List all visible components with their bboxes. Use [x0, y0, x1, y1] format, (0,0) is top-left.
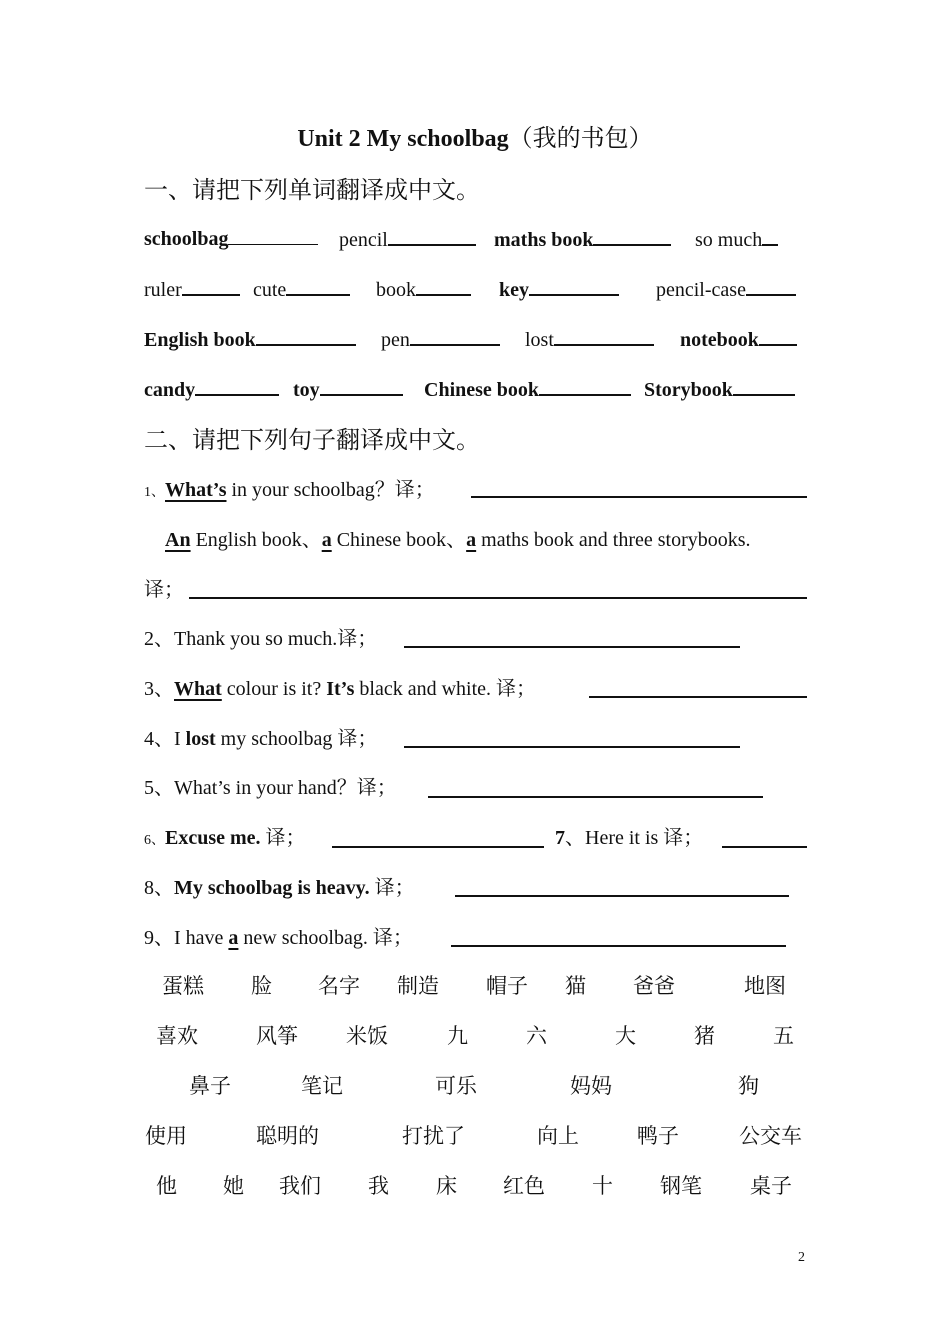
key-word: It’s [326, 678, 355, 700]
sentence-8 [144, 871, 415, 900]
key-word: a [228, 927, 239, 949]
word-item: toy [293, 379, 320, 401]
sentence-1 [144, 473, 435, 502]
sentence-text: 译； [369, 877, 415, 899]
word-item: ruler [144, 279, 182, 301]
answer-blank[interactable] [746, 274, 796, 296]
word-item: pen [381, 329, 410, 351]
key-word: a [321, 529, 332, 551]
answer-line[interactable] [404, 746, 740, 748]
sentence-text: new schoolbag. 译； [238, 927, 413, 949]
chinese-word: 床 [436, 1174, 457, 1198]
word-item: book [376, 279, 416, 301]
key-word: What [174, 678, 222, 700]
section-1-heading: 一、请把下列单词翻译成中文。 [144, 178, 480, 204]
chinese-word: 爸爸 [633, 974, 675, 998]
sentence-text: black and white. 译； [354, 678, 537, 700]
answer-blank[interactable] [554, 324, 654, 346]
answer-blank[interactable] [416, 274, 471, 296]
word-row-3 [144, 324, 807, 354]
title-chinese: （我的书包） [508, 126, 653, 152]
key-word: a [466, 529, 477, 551]
page-number: 2 [798, 1250, 805, 1265]
chinese-word: 向上 [537, 1124, 579, 1148]
sentence-number: 3、 [144, 678, 174, 700]
answer-line[interactable] [189, 597, 807, 599]
chinese-word: 他 [156, 1174, 177, 1198]
word-item: schoolbag [144, 228, 229, 250]
chinese-word: 笔记 [301, 1074, 343, 1098]
word-item: pencil-case [656, 279, 746, 301]
chinese-word: 猪 [694, 1024, 715, 1048]
answer-line[interactable] [589, 696, 807, 698]
sentence-text: colour is it? [221, 678, 327, 700]
chinese-word: 脸 [251, 974, 272, 998]
chinese-word: 制造 [397, 974, 439, 998]
sentence-number: 7 [555, 827, 565, 849]
chinese-word: 她 [223, 1174, 244, 1198]
sentence-3 [144, 672, 536, 701]
chinese-word: 聪明的 [256, 1124, 319, 1148]
sentence-text: 9、I have [144, 927, 229, 949]
chinese-word: 鼻子 [189, 1074, 231, 1098]
sentence-text: Chinese book、 [331, 529, 467, 551]
key-word: lost [185, 728, 216, 750]
word-item: key [499, 279, 529, 301]
word-item: notebook [680, 329, 759, 351]
word-row-4 [144, 374, 807, 404]
chinese-word: 蛋糕 [162, 974, 204, 998]
sentence-text: 、Here it is 译； [565, 827, 704, 849]
chinese-word: 六 [526, 1024, 547, 1048]
sentence-number: 1、 [144, 485, 165, 500]
page-title [0, 118, 950, 153]
chinese-word: 狗 [738, 1074, 759, 1098]
sentence-2: 2、Thank you so much.译； [144, 628, 378, 650]
sentence-1-answer-text [165, 523, 751, 552]
answer-blank[interactable] [593, 224, 671, 246]
chinese-word: 五 [773, 1024, 794, 1048]
word-item: English book [144, 329, 256, 351]
chinese-word: 红色 [503, 1174, 545, 1198]
answer-blank[interactable] [529, 274, 619, 296]
chinese-word: 钢笔 [660, 1174, 702, 1198]
answer-blank[interactable] [195, 374, 279, 396]
answer-blank[interactable] [759, 324, 797, 346]
word-row-1 [144, 224, 807, 254]
word-item: candy [144, 379, 196, 401]
word-item: maths book [494, 229, 594, 251]
answer-blank[interactable] [182, 274, 240, 296]
sentence-6 [144, 821, 306, 850]
answer-blank[interactable] [388, 224, 476, 246]
sentence-4 [144, 722, 377, 751]
word-item: pencil [339, 229, 388, 251]
sentence-5: 5、What’s in your hand？译； [144, 777, 397, 799]
chinese-word: 猫 [565, 974, 586, 998]
answer-blank[interactable] [228, 224, 318, 245]
answer-blank[interactable] [733, 374, 795, 396]
title-english: Unit 2 My schoolbag [297, 126, 509, 152]
chinese-word: 帽子 [486, 974, 528, 998]
chinese-word: 九 [447, 1024, 468, 1048]
answer-blank[interactable] [762, 224, 778, 246]
key-phrase: My schoolbag is heavy. [174, 877, 370, 899]
word-item: lost [525, 329, 554, 351]
chinese-word: 风筝 [256, 1024, 298, 1048]
sentence-number: 8、 [144, 877, 174, 899]
answer-line[interactable] [451, 945, 786, 947]
chinese-word: 名字 [318, 974, 360, 998]
answer-line[interactable] [455, 895, 789, 897]
chinese-word: 鸭子 [637, 1124, 679, 1148]
sentence-text: 4、I [144, 728, 186, 750]
answer-line[interactable] [471, 496, 807, 498]
answer-blank[interactable] [539, 374, 631, 396]
word-row-2 [144, 274, 807, 304]
key-phrase: Excuse me. [165, 827, 261, 849]
answer-blank[interactable] [410, 324, 500, 346]
section-2-heading: 二、请把下列句子翻译成中文。 [144, 428, 480, 454]
chinese-word: 地图 [744, 974, 786, 998]
sentence-text: in your schoolbag？译； [226, 479, 435, 501]
chinese-word: 喜欢 [156, 1024, 198, 1048]
chinese-word: 我 [368, 1174, 389, 1198]
key-phrase: What’s [165, 479, 227, 501]
word-item: Storybook [644, 379, 733, 401]
answer-line[interactable] [722, 846, 807, 848]
chinese-word: 桌子 [750, 1174, 792, 1198]
answer-blank[interactable] [256, 324, 356, 346]
sentence-1-translate-label: 译； [144, 579, 184, 601]
answer-line[interactable] [404, 646, 740, 648]
answer-blank[interactable] [286, 274, 350, 296]
word-item: so much [695, 229, 763, 251]
sentence-7 [555, 821, 703, 850]
chinese-word: 十 [592, 1174, 613, 1198]
sentence-9 [144, 921, 413, 950]
chinese-word: 使用 [145, 1124, 187, 1148]
word-item: cute [253, 279, 287, 301]
sentence-text: maths book and three storybooks. [476, 529, 751, 551]
chinese-word: 公交车 [739, 1124, 802, 1148]
chinese-word: 打扰了 [402, 1124, 465, 1148]
answer-blank[interactable] [320, 374, 403, 396]
chinese-word: 可乐 [435, 1074, 477, 1098]
key-word: An [165, 529, 191, 551]
chinese-word: 我们 [279, 1174, 321, 1198]
chinese-word: 妈妈 [570, 1074, 612, 1098]
sentence-text: my schoolbag 译； [215, 728, 378, 750]
chinese-word: 大 [615, 1024, 636, 1048]
answer-line[interactable] [428, 796, 763, 798]
sentence-text: English book、 [190, 529, 322, 551]
chinese-word: 米饭 [346, 1024, 388, 1048]
word-item: Chinese book [424, 379, 540, 401]
answer-line[interactable] [332, 846, 544, 848]
sentence-text: 译； [260, 827, 306, 849]
sentence-number: 6、 [144, 833, 165, 848]
